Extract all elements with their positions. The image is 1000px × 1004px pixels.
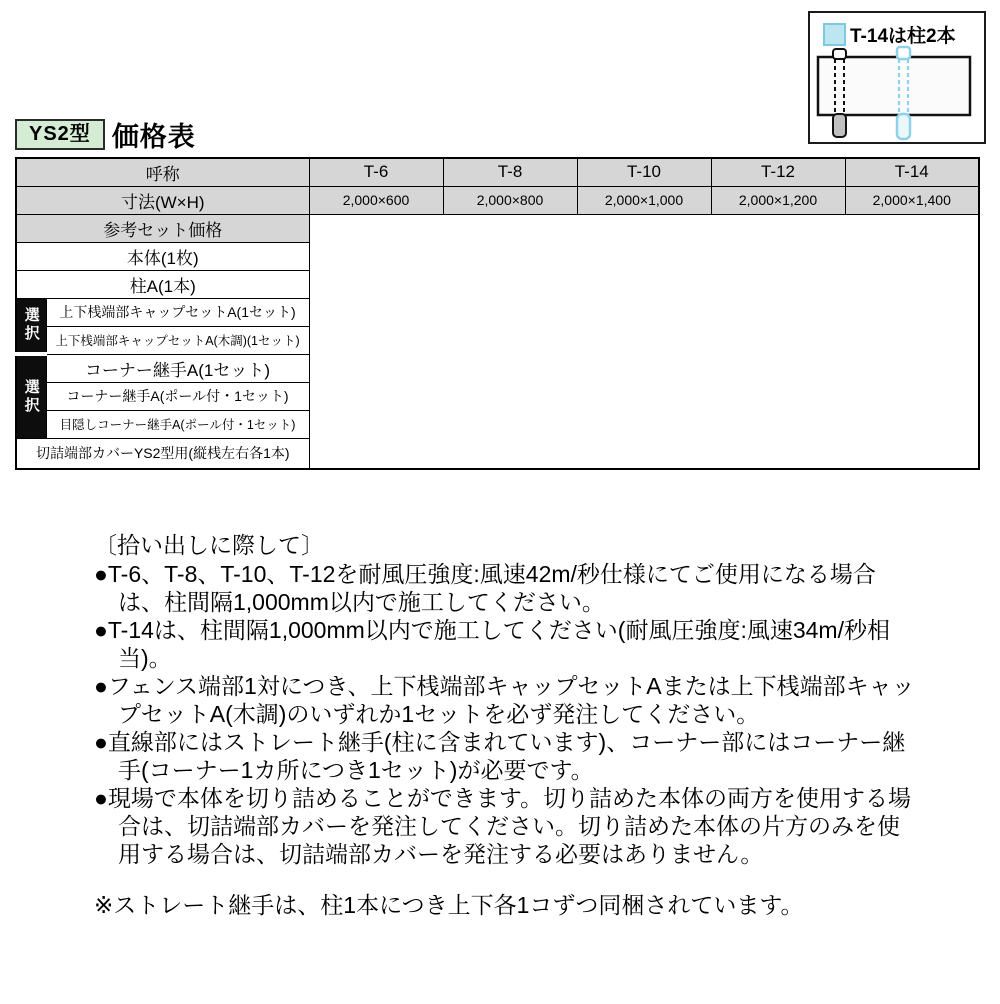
page-heading: [15, 118, 196, 150]
col-header-t10: T-10: [577, 158, 711, 186]
notes-section: [94, 531, 918, 919]
col-header-t12: T-12: [711, 158, 845, 186]
col-header-t14: T-14: [845, 158, 979, 186]
note-joints-required: ●直線部にはストレート継手(柱に含まれています)、コーナー部にはコーナー継手(コーナー1カ所につき1セット)が必要です。: [94, 729, 906, 783]
legend-swatch: [824, 24, 845, 45]
row-label-panel: 本体(1枚): [16, 242, 309, 270]
dimension-t12: 2,000×1,200: [711, 186, 845, 214]
dimension-t14: 2,000×1,400: [845, 186, 979, 214]
select-cell-caps: 選択: [16, 298, 46, 354]
note-cut-to-size: ●現場で本体を切り詰めることができます。切り詰めた本体の両方を使用する場合は、切詰端部カバーを発注してください。切り詰めた本体の片方のみを使用する場合は、切詰端部カバーを発注する必要はありません。: [94, 785, 912, 867]
price-area-blank: [309, 214, 979, 469]
price-table: [15, 157, 980, 470]
fence-illustration: [810, 13, 984, 142]
table-row-name: [16, 158, 979, 186]
row-label-cap-set-a: 上下桟端部キャップセットA(1セット): [46, 298, 309, 326]
row-label-cut-end-cover: 切詰端部カバーYS2型用(縦桟左右各1本): [16, 438, 309, 469]
row-label-post-a: 柱A(1本): [16, 270, 309, 298]
col-header-t6: T-6: [309, 158, 443, 186]
table-row-section: [16, 214, 979, 242]
row-label-privacy-corner-joint: 目隠しコーナー継手A(ポール付・1セット): [46, 410, 309, 438]
dimension-t10: 2,000×1,000: [577, 186, 711, 214]
row-label-cap-set-a-wood: 上下桟端部キャップセットA(木調)(1セット): [46, 326, 309, 354]
col-header-t8: T-8: [443, 158, 577, 186]
model-badge: YS2型: [15, 119, 105, 150]
fence-panel: [818, 57, 970, 115]
row-label-reference-set-price: 参考セット価格: [16, 214, 309, 242]
legend-label: T-14は柱2本: [850, 26, 956, 47]
note-wind-pressure-t6-t12: ●T-6、T-8、T-10、T-12を耐風圧強度:風速42m/秒仕様にてご使用になる場合は、柱間隔1,000mm以内で施工してください。: [94, 561, 876, 615]
row-label-dimensions: 寸法(W×H): [16, 186, 309, 214]
footnote-straight-joint: ※ストレート継手は、柱1本につき上下各1コずつ同梱されています。: [94, 892, 804, 918]
page-title: 価格表: [111, 121, 196, 152]
select-cell-corner: 選択: [16, 354, 46, 438]
row-label-corner-joint-a-pole: コーナー継手A(ポール付・1セット): [46, 382, 309, 410]
row-label-name: 呼称: [16, 158, 309, 186]
note-wind-pressure-t14: ●T-14は、柱間隔1,000mm以内で施工してください(耐風圧強度:風速34m/秒相当)。: [94, 617, 890, 671]
table-row-dimensions: [16, 186, 979, 214]
row-label-corner-joint-a: コーナー継手A(1セット): [46, 354, 309, 382]
t14-post-diagram: [808, 11, 986, 144]
dimension-t8: 2,000×800: [443, 186, 577, 214]
note-cap-set-required: ●フェンス端部1対につき、上下桟端部キャップセットAまたは上下桟端部キャップセットA(木調)のいずれか1セットを必ず発注してください。: [94, 673, 915, 727]
notes-heading: 〔拾い出しに際して〕: [94, 532, 324, 558]
dimension-t6: 2,000×600: [309, 186, 443, 214]
